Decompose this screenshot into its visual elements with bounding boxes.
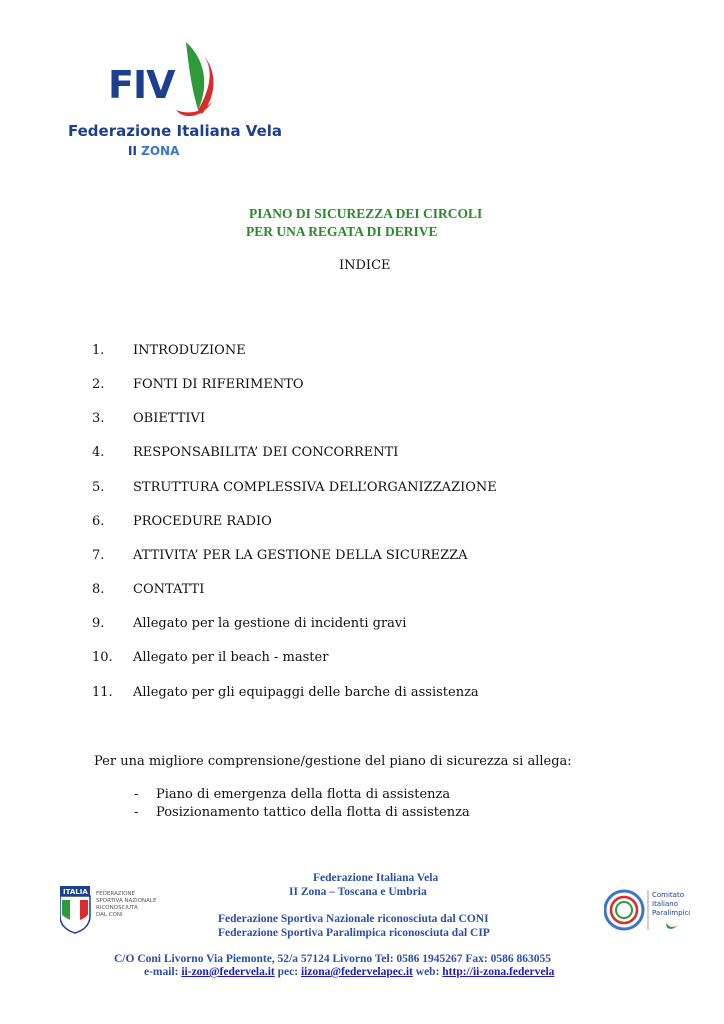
fiv-logo [66,40,283,165]
footer-contacts: e-mail: ii-zon@federvela.it pec: iizona@federvelapec.it web: http://ii-zona.federvela [144,966,555,978]
sail-icon [164,40,224,122]
footer-org: Federazione Italiana Vela [313,872,439,884]
svg-text:Comitato: Comitato [652,891,684,899]
index-heading: INDICE [339,258,391,273]
svg-text:Italiano: Italiano [652,900,678,908]
svg-text:Paralimpico: Paralimpico [652,909,690,917]
attachments-intro: Per una migliore comprensione/gestione del piano di sicurezza si allega: [94,754,572,769]
svg-text:SPORTIVA NAZIONALE: SPORTIVA NAZIONALE [96,898,157,904]
web-link[interactable]: http://ii-zona.federvela [442,966,555,978]
coni-logo [60,886,170,934]
cip-emblem-icon [604,886,690,936]
footer-recognition-cip: Federazione Sportiva Paralimpica riconosciuta dal CIP [218,927,490,939]
svg-text:DAL CONI: DAL CONI [96,912,123,918]
logo-zone: II ZONA [128,144,180,158]
svg-text:FEDERAZIONE: FEDERAZIONE [96,891,136,897]
document-title-line2: PER UNA REGATA DI DERIVE [246,224,438,239]
svg-text:ITALIA: ITALIA [63,888,88,896]
logo-wordmark: FIV [108,63,175,107]
svg-text:RICONOSCIUTA: RICONOSCIUTA [96,905,138,911]
cip-logo [604,886,690,936]
logo-org-name: Federazione Italiana Vela [68,122,283,140]
footer-recognition-coni: Federazione Sportiva Nazionale riconosciuta dal CONI [218,913,489,925]
coni-shield-icon [60,886,170,934]
document-title-line1: PIANO DI SICUREZZA DEI CIRCOLI [249,206,483,221]
pec-link[interactable]: iizona@federvelapec.it [300,966,413,978]
email-link[interactable]: ii-zon@federvela.it [181,966,275,978]
footer-zone: II Zona – Toscana e Umbria [289,886,427,898]
footer-address: C/O Coni Livorno Via Piemonte, 52/a 57124 Livorno Tel: 0586 1945267 Fax: 0586 863055 [114,953,552,965]
